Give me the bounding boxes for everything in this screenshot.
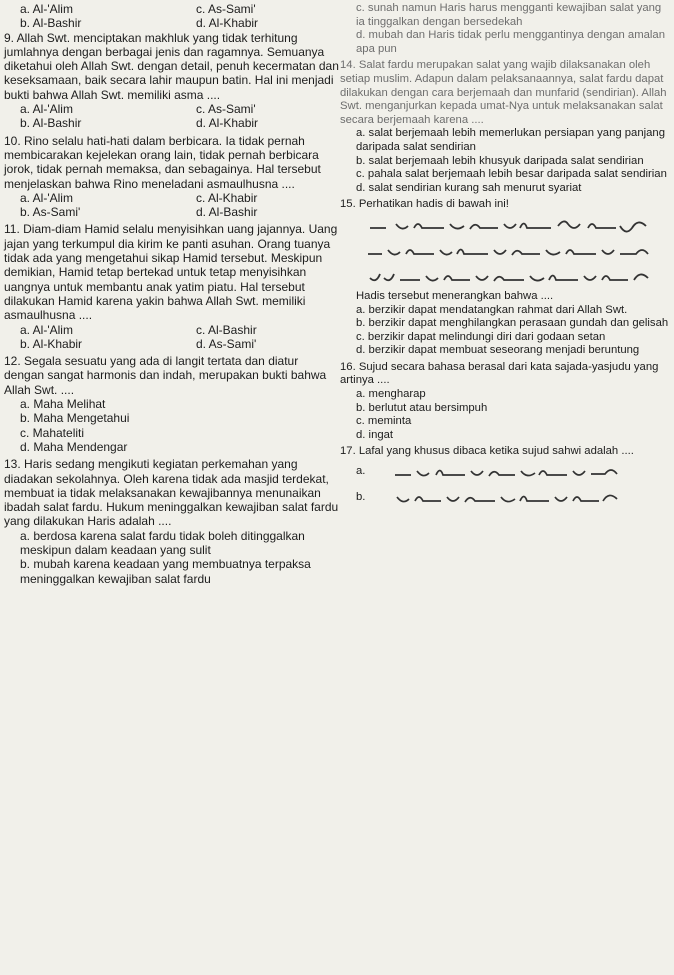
option: b. salat berjemaah lebih khusyuk daripada salat sendirian: [356, 154, 644, 167]
question-text: 11. Diam-diam Hamid selalu menyisihkan uang jajannya. Uang jajan yang terkumpul dia kirim ke panti asuhan. Orang tuanya tidak ada yang mengetahui sikap Hamid tersebut. Meskipun demikian, Hamid tetap bertekad untuk tetap menyisihkan uangnya untuk membantu anak yatim piatu. Hal tersebut dilakukan Hamid karena yakin bahwa Allah Swt. memiliki asmaulhusna ....: [4, 222, 338, 323]
arabic-script-image: [356, 240, 656, 262]
option: b. Maha Mengetahui: [20, 411, 130, 426]
option: d. berzikir dapat membuat seseorang menjadi beruntung: [356, 344, 640, 357]
question-text: 13. Haris sedang mengikuti kegiatan perkemahan yang diadakan sekolahnya. Oleh karena tidak ada masjid terdekat, membuat ia tidak melaksanakan kewajibannya menunaikan ibadah salat fardu. Hukum meninggalkan kewajiban salat fardu yang dilakukan Haris adalah ....: [4, 457, 339, 529]
question-text: 16. Sujud secara bahasa berasal dari kata sajada-yasjudu yang artinya ....: [340, 360, 659, 387]
option-b: [356, 485, 670, 511]
option: b. mubah karena keadaan yang membuatnya terpaksa meninggalkan kewajiban salat fardu: [20, 557, 311, 586]
option: c. As-Sami': [196, 2, 256, 16]
question-options: [4, 397, 340, 454]
question-11: [4, 222, 340, 351]
option: c. pahala salat berjemaah lebih besar daripada salat sendirian: [356, 168, 667, 181]
option: c. Al-Khabir: [196, 190, 258, 205]
option: c. As-Sami': [196, 102, 256, 117]
option: d. salat sendirian kurang sah menurut syariat: [356, 181, 582, 194]
option: d. Al-Khabir: [196, 116, 259, 131]
option: a. Al-'Alim: [20, 102, 73, 117]
option: a. berzikir dapat mendatangkan rahmat dari Allah Swt.: [356, 303, 628, 316]
question-options: [4, 529, 340, 586]
option: d. Maha Mendengar: [20, 439, 128, 454]
question-text: 10. Rino selalu hati-hati dalam berbicara. Ia tidak pernah membicarakan kejelekan orang lain, tidak pernah berbicara jorok, tidak pernah memaksa, dan sebagainya. Hal tersebut menjelaskan bahwa Rino meneladani asmaulhusna ....: [4, 133, 321, 191]
question-17: [340, 445, 670, 511]
option: c. Mahateliti: [20, 425, 85, 440]
arabic-line-3: [356, 264, 670, 290]
option: b. berlutut atau bersimpuh: [356, 401, 488, 414]
option: d. mubah dan Haris tidak perlu menggantinya dengan amalan apa pun: [356, 29, 665, 55]
question-options: [4, 191, 340, 220]
question-text: 15. Perhatikan hadis di bawah ini!: [340, 198, 509, 211]
option: b. Al-Khabir: [20, 336, 83, 351]
question-10: [4, 134, 340, 220]
option: a. mengharap: [356, 388, 426, 401]
question-16: [340, 361, 670, 443]
option-letter: a.: [356, 465, 366, 478]
question-text: 17. Lafal yang khusus dibaca ketika sujud sahwi adalah ....: [340, 445, 634, 458]
question-options: [340, 304, 670, 358]
option: a. salat berjemaah lebih memerlukan persiapan yang panjang daripada salat sendirian: [356, 127, 665, 153]
q8-options: [4, 2, 340, 31]
question-9: [4, 31, 340, 131]
question-options: [340, 459, 670, 511]
option: d. ingat: [356, 428, 394, 441]
option: a. Al-'Alim: [20, 2, 73, 16]
arabic-script-image: [356, 266, 656, 288]
option: c. berzikir dapat melindungi diri dari godaan setan: [356, 330, 606, 343]
option-letter: b.: [356, 491, 366, 504]
option: c. Al-Bashir: [196, 322, 257, 337]
option: a. Al-'Alim: [20, 190, 73, 205]
option: b. As-Sami': [20, 205, 81, 220]
option: b. Al-Bashir: [20, 116, 82, 131]
arabic-line-2: [356, 238, 670, 264]
question-15: [340, 198, 670, 358]
question-text: 12. Segala sesuatu yang ada di langit tertata dan diatur dengan sangat harmonis dan indah, merupakan bukti bahwa Allah Swt. ....: [4, 354, 327, 397]
option: b. berzikir dapat menghilangkan perasaan gundah dan gelisah: [356, 317, 669, 330]
option: b. Al-Bashir: [20, 16, 82, 31]
option: c. sunah namun Haris harus mengganti kewajiban salat yang ia tinggalkan dengan bersedekah: [356, 2, 662, 28]
arabic-script-image: [385, 462, 625, 482]
question-13-continued: [340, 2, 670, 56]
arabic-script-image: [385, 488, 625, 508]
question-caption: Hadis tersebut menerangkan bahwa ....: [356, 289, 554, 302]
question-options: [4, 102, 340, 131]
question-12: [4, 354, 340, 454]
question-text: 14. Salat fardu merupakan salat yang wajib dilaksanakan oleh setiap muslim. Adapun dalam pelaksanaannya, salat fardu dapat dilakukan dengan cara berjemaah dan munfarid (sendirian). Allah Swt. menganjurkan kepada umat-Nya untuk melaksanakan salat secara berjemaah karena ....: [340, 59, 667, 126]
arabic-script-image: [356, 214, 656, 236]
arabic-line-1: [356, 212, 670, 238]
option: d. As-Sami': [196, 336, 257, 351]
question-options: [340, 2, 670, 56]
left-column: [4, 2, 340, 589]
question-13: [4, 457, 340, 586]
right-column: [340, 2, 670, 514]
question-options: [340, 388, 670, 442]
option: a. Al-'Alim: [20, 322, 73, 337]
arabic-hadith: [340, 212, 670, 290]
question-options: [340, 127, 670, 195]
option: a. berdosa karena salat fardu tidak boleh ditinggalkan meskipun dalam keadaan yang sulit: [20, 528, 305, 557]
question-text: 9. Allah Swt. menciptakan makhluk yang tidak terhitung jumlahnya dengan berbagai jenis dan ragamnya. Semuanya diketahui oleh Allah Swt. dengan detail, penuh kecermatan dan keseksamaan, baik secara lahir maupun batin. Hal ini menjadi bukti bahwa Allah Swt. memiliki asma ....: [4, 30, 339, 102]
question-14: [340, 59, 670, 195]
option: c. meminta: [356, 415, 412, 428]
option-a: [356, 459, 670, 485]
option: d. Al-Khabir: [196, 16, 259, 31]
option: a. Maha Melihat: [20, 397, 106, 412]
option: d. Al-Bashir: [196, 205, 258, 220]
question-options: [4, 323, 340, 352]
